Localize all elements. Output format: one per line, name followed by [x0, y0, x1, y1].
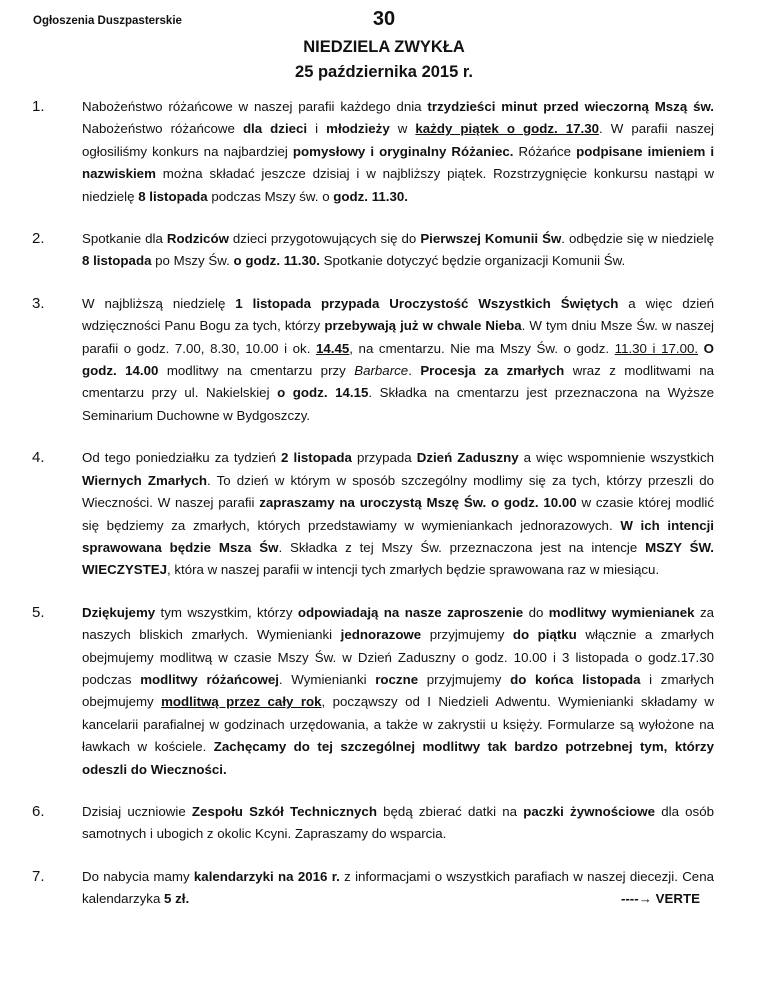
bulletin-number: 30 [372, 8, 396, 30]
text-run: Procesja za zmarłych [420, 363, 565, 379]
text-run: Różańce [513, 143, 577, 159]
text-run: W ich intencji sprawowana będzie Msza Św [82, 517, 714, 555]
text-run: dzieci przygotowujących się do [228, 231, 421, 247]
announcement-item [32, 293, 714, 427]
text-run: modlitwą przez cały rok [161, 694, 322, 710]
text-run: przebywają już w chwale Nieba [324, 318, 522, 334]
text-run: Rodziców [166, 231, 229, 247]
text-run: Dziękujemy [82, 604, 156, 620]
text-run: roczne [375, 671, 419, 687]
text-run: Pierwszej Komunii Św [420, 231, 562, 247]
text-run: po Mszy Św. [151, 253, 234, 269]
text-run: a więc dzień wdzięczności Panu Bogu za tych, którzy [82, 295, 714, 334]
announcement-item [32, 801, 714, 846]
text-run: Spotkanie dla [82, 231, 167, 247]
text-run: 2 listopada [281, 450, 352, 466]
text-run: modlitwy na cmentarzu przy [158, 363, 355, 379]
text-run: z informacjami o wszystkich parafiach w naszej diecezji. Cena kalendarzyka [82, 868, 714, 907]
item-number: 1. [32, 98, 45, 115]
text-run: 8 listopada [82, 253, 152, 269]
text-run: za naszych bliskich zmarłych. Wymienianki [82, 604, 714, 643]
text-run: zapraszamy na uroczystą Mszę Św. o godz. 10.00 [259, 495, 577, 511]
text-run: o godz. 11.30. [233, 253, 320, 269]
item-number: 3. [32, 294, 45, 312]
text-run: paczki żywnościowe [523, 803, 656, 819]
text-run: . W tym dniu Msze Św. w naszej parafii o godz. 7.00, 8.30, 10.00 i ok. [82, 318, 715, 356]
verte-label: ----→ VERTE [620, 891, 700, 907]
text-run: 11.30 i 17.00. [614, 340, 699, 356]
text-run: w czasie której modlić się będziemy za zmarłych, których przedstawiamy w wymieniankach jednorazowych. [82, 495, 714, 533]
text-run: w [389, 121, 416, 137]
text-run: Od tego poniedziałku za tydzień [82, 450, 282, 466]
text-run: Barbarce [354, 363, 409, 379]
text-run: Zachęcamy do tej szczególnej modlitwy tak bardzo potrzebnej tym, którzy odeszli do Wieczności. [82, 739, 714, 777]
text-run: . Wymienianki [278, 671, 376, 687]
page-title: NIEDZIELA ZWYKŁA [303, 38, 465, 56]
text-run: przyjmujemy [421, 627, 513, 643]
text-run: i [307, 121, 327, 137]
text-run: a więc wspomnienie wszystkich [518, 450, 714, 466]
text-run: podczas Mszy św. o [207, 188, 334, 204]
announcement-item [32, 866, 714, 911]
item-number: 4. [32, 449, 45, 467]
text-run: Do nabycia mamy [82, 868, 194, 884]
announcement-item [32, 602, 714, 781]
text-run: Dzisiaj uczniowie [82, 803, 192, 819]
text-run: przyjmujemy [418, 671, 511, 687]
announcement-item [32, 96, 714, 208]
text-run: i zmarłych obejmujemy [82, 671, 714, 710]
text-run: do [523, 604, 549, 620]
text-run: o godz. 14.15 [277, 385, 369, 401]
text-run: , na cmentarzu. Nie ma Mszy Św. o godz. [349, 340, 615, 356]
announcement-list [32, 96, 714, 931]
announcement-item [32, 228, 714, 273]
text-run: 1 listopada przypada Uroczystość Wszystkich Świętych [235, 295, 619, 311]
text-run: Dzień Zaduszny [416, 450, 519, 466]
item-number: 5. [32, 603, 45, 621]
text-run: Nabożeństwo różańcowe w naszej parafii każdego dnia [82, 99, 428, 114]
text-run: Spotkanie dotyczyć będzie organizacji Komunii Św. [319, 253, 626, 269]
text-run: . [408, 363, 421, 379]
text-run: MSZY ŚW. WIECZYSTEJ [82, 539, 714, 578]
text-run: W najbliższą niedzielę [82, 295, 236, 311]
text-run: , która w naszej parafii w intencji tych zmarłych będzie sprawowana raz w miesiącu. [166, 562, 660, 578]
text-run: włącznie a zmarłych obejmujemy modlitwą w czasie Mszy Św. w Dzień Zaduszny o godz. 10.00 i 3 listopada o godz.17.30 podczas [82, 627, 714, 687]
text-run: każdy piątek o godz. 17.30 [415, 121, 600, 137]
text-run: pomysłowy i oryginalny Różaniec. [292, 143, 514, 159]
text-run: . odbędzie się w niedzielę [561, 231, 714, 247]
text-run: . Składka z tej Mszy Św. przeznaczona jest na intencje [278, 539, 646, 555]
text-run: Nabożeństwo różańcowe [82, 121, 243, 137]
text-run: . Składka na cmentarzu jest przeznaczona na Wyższe Seminarium Duchowne w Bydgoszczy. [82, 385, 714, 423]
text-run: O godz. 14.00 [82, 340, 714, 379]
text-run: kalendarzyki na 2016 r. [193, 868, 340, 884]
text-run: Wiernych Zmarłych [82, 472, 207, 488]
item-number: 6. [32, 802, 45, 820]
text-run: dla osób samotnych i ubogich z okolic Kcyni. Zapraszamy do wsparcia. [82, 803, 715, 842]
text-run: , począwszy od I Niedzieli Adwentu. Wymienianki składamy w kancelarii parafialnej w godzinach urzędowania, a także w zakrystii u księży. Formularze są wyłożone na ławkach w kościele. [82, 694, 714, 755]
text-run: będą zbierać datki na [376, 803, 524, 819]
text-run: podpisane imieniem i nazwiskiem [82, 143, 715, 182]
text-run: odpowiadają na nasze zaproszenie [297, 604, 524, 620]
announcement-item [32, 447, 714, 581]
item-number: 7. [32, 867, 45, 885]
text-run: . To dzień w którym w sposób szczególny modlimy się za tych, którzy przeszli do Wieczności. W naszej parafii [82, 472, 714, 511]
text-run: Zespołu Szkół Technicznych [191, 803, 377, 819]
text-run: 14.45 [315, 340, 350, 356]
item-number: 2. [32, 230, 45, 248]
text-run: modlitwy wymienianek [548, 604, 695, 620]
text-run: . W parafii naszej ogłosiliśmy konkurs na najbardziej [82, 121, 715, 159]
text-run: przypada [351, 450, 417, 466]
text-run: można składać jeszcze dzisiaj i w najbliższy piątek. Rozstrzygnięcie konkursu nastąpi w niedzielę [82, 166, 714, 204]
text-run: do piątku [512, 627, 577, 643]
text-run: godz. 11.30. [333, 188, 408, 204]
text-run: trzydzieści minut przed wieczorną Mszą św. [427, 99, 715, 114]
bulletin-small-title: Ogłoszenia Duszpasterskie [33, 15, 182, 27]
text-run: dla dzieci [242, 121, 308, 137]
text-run: 8 listopada [138, 188, 208, 204]
text-run: młodzieży [326, 121, 390, 137]
text-run: do końca listopada [510, 671, 641, 687]
text-run: 5 zł. [164, 891, 190, 907]
text-run: wraz z modlitwami na cmentarzu przy ul. Nakielskiej [82, 363, 714, 401]
page-date: 25 października 2015 r. [295, 63, 473, 81]
text-run: tym wszystkim, którzy [155, 604, 298, 620]
text-run: modlitwy różańcowej [140, 671, 279, 687]
text-run: jednorazowe [340, 627, 422, 643]
